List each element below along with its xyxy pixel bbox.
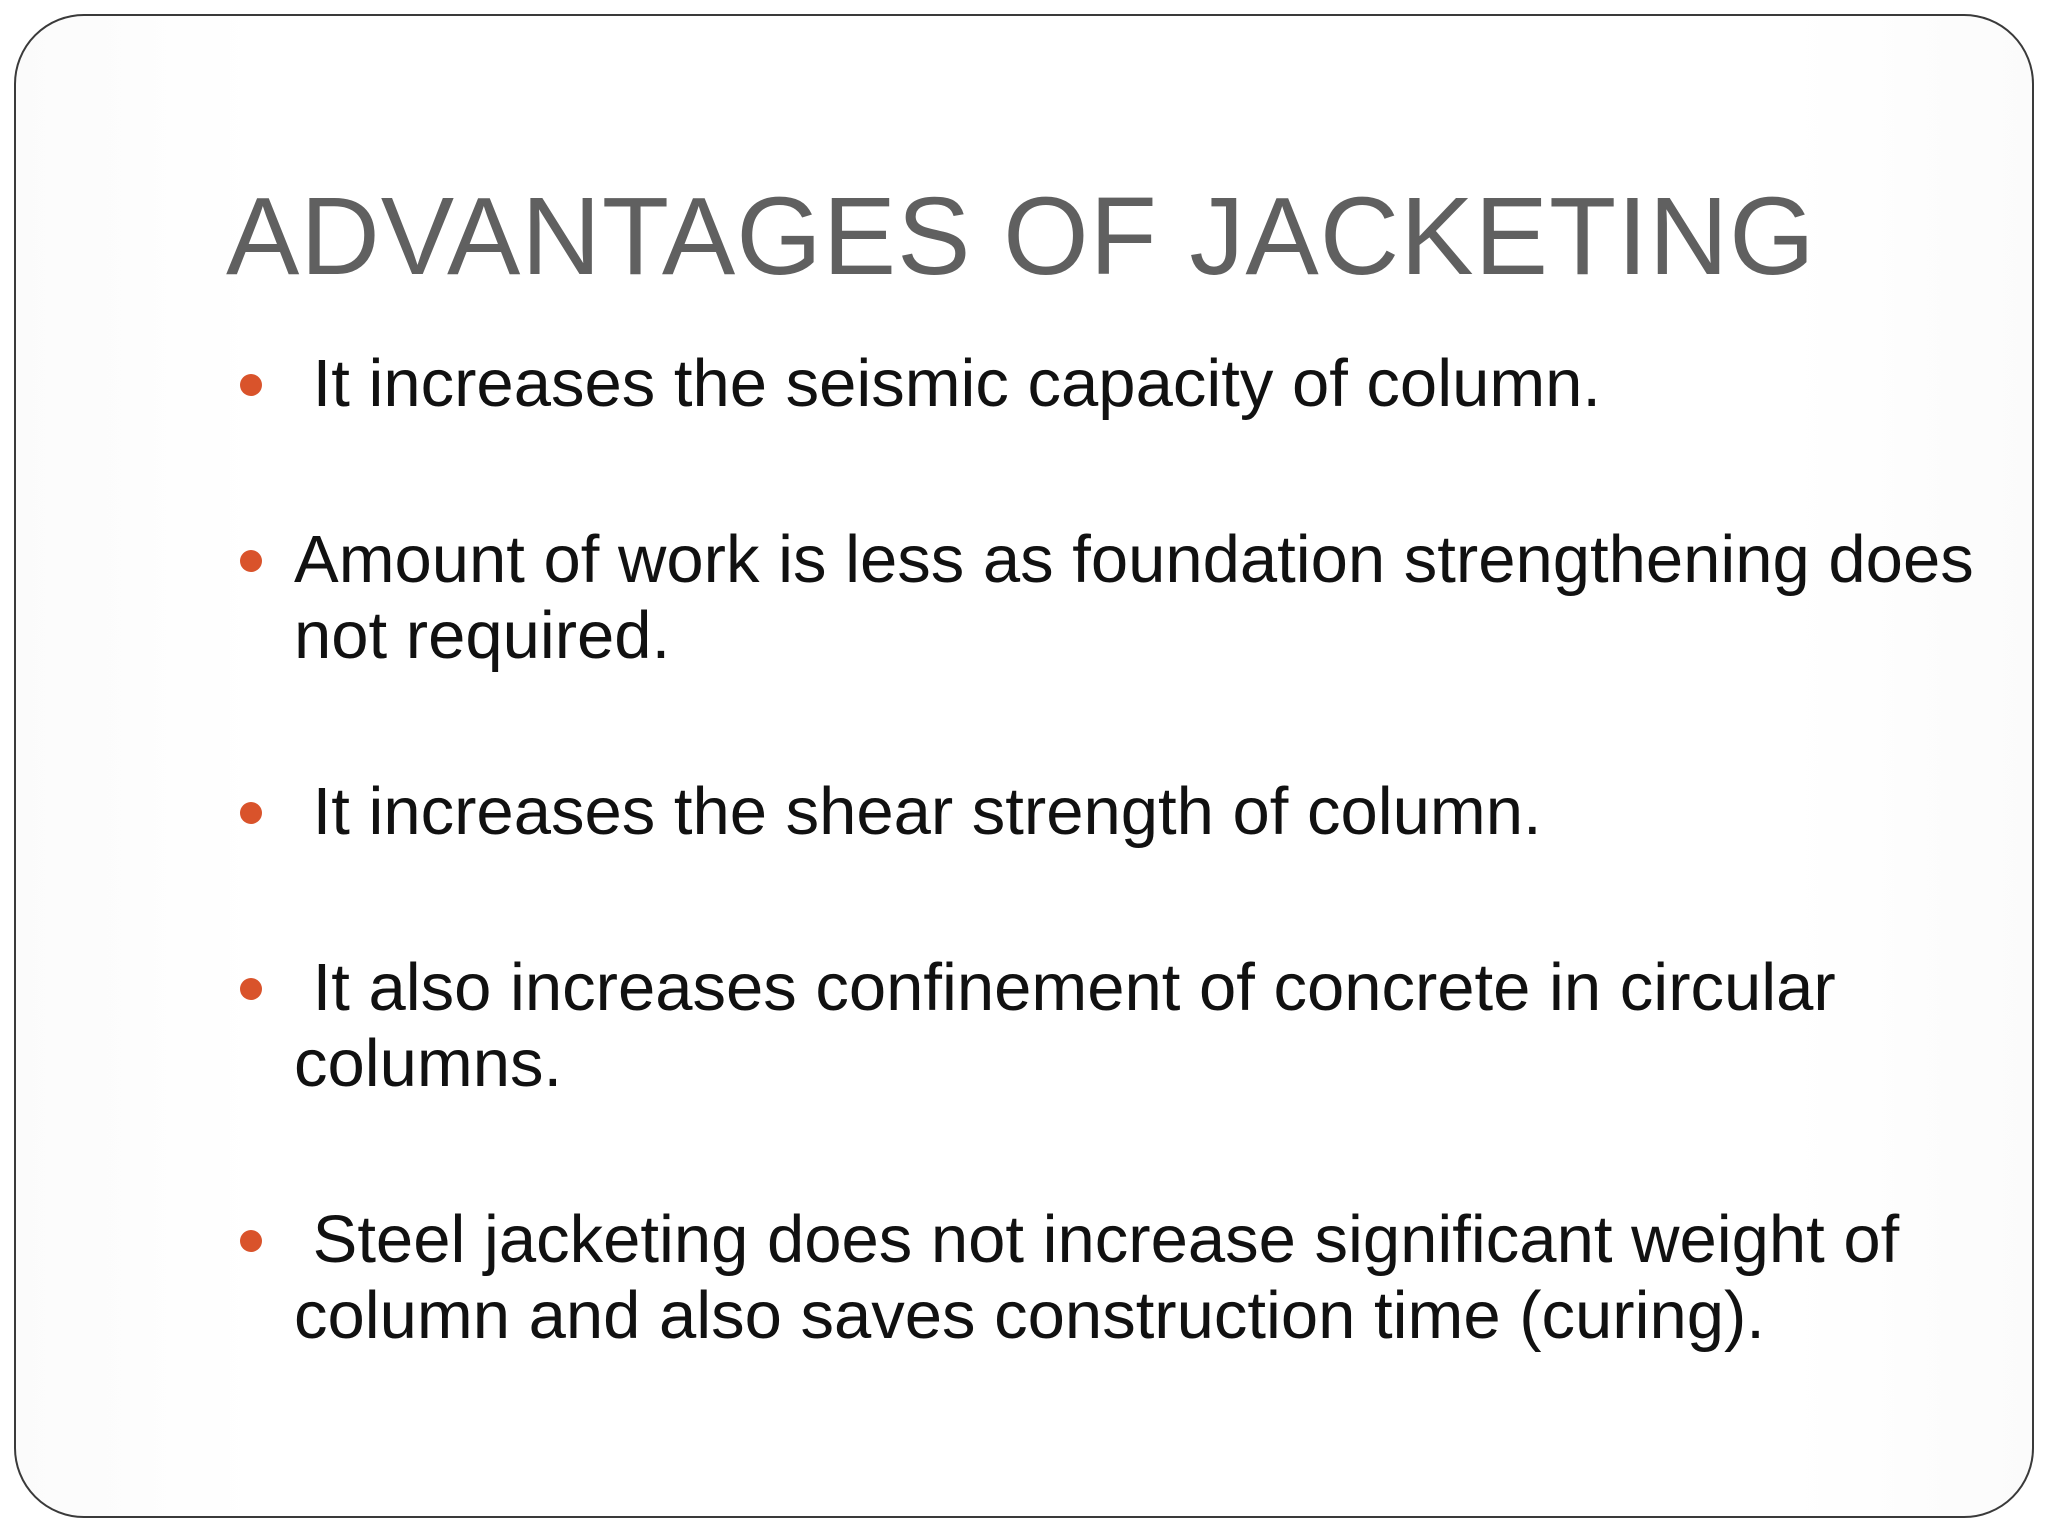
slide (14, 14, 2034, 1518)
bullet-text: It also increases confinement of concrete in circular columns. (294, 950, 1855, 1101)
bullet-list (226, 346, 2006, 1454)
slide-title: ADVANTAGES OF JACKETING (226, 175, 1816, 298)
bullet-text: Amount of work is less as foundation strengthening does not required. (294, 522, 1993, 673)
bullet-item (226, 1202, 2006, 1354)
bullet-item (226, 346, 2006, 422)
bullet-text: It increases the shear strength of column. (294, 774, 1542, 849)
bullet-item (226, 774, 2006, 850)
bullet-text: Steel jacketing does not increase significant weight of column and also saves construction time (curing). (294, 1202, 1918, 1353)
bullet-dot-icon (240, 374, 262, 396)
bullet-dot-icon (240, 550, 262, 572)
bullet-dot-icon (240, 802, 262, 824)
bullet-dot-icon (240, 978, 262, 1000)
bullet-item (226, 950, 2006, 1102)
bullet-dot-icon (240, 1230, 262, 1252)
bullet-text: It increases the seismic capacity of column. (294, 346, 1602, 421)
bullet-item (226, 522, 2006, 674)
